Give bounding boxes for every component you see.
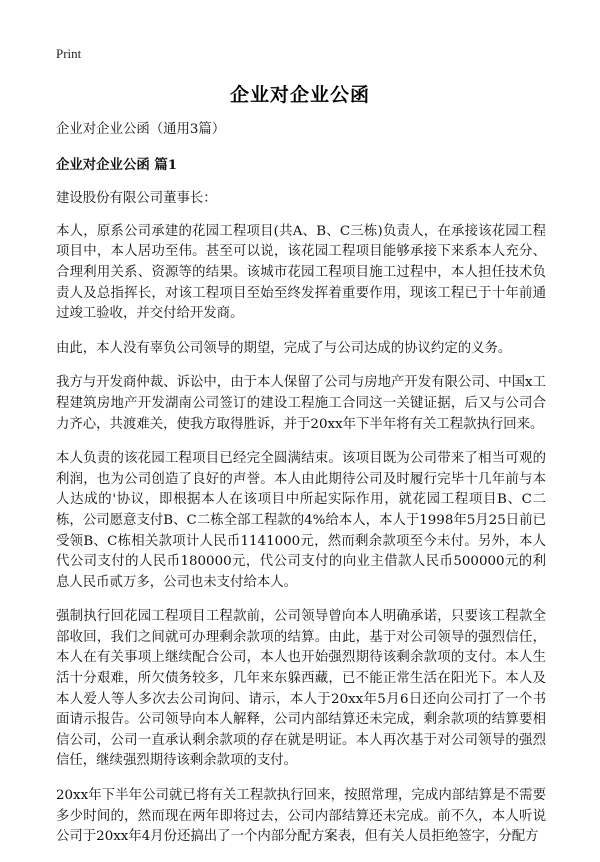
page-title: 企业对企业公函	[229, 84, 370, 106]
print-label: Print	[56, 46, 82, 61]
document-body	[56, 120, 546, 862]
paragraph: 由此，本人没有辜负公司领导的期望，完成了与公司达成的协议约定的义务。	[56, 340, 512, 356]
paragraph: 本人，原系公司承建的花园工程项目(共A、B、C三栋)负责人，在承接该花园工程项目中，本人居功至伟。甚至可以说，该花园工程项目能够承接下来系本人充分、合理利用关系、资源等的结果。该城市花园工程项目施工过程中，本人担任技术负责人及总指挥长，对该工程项目至始至终发挥着重要作用，现该工程已于十年前通过竣工验收，并交付给开发商。	[56, 223, 546, 322]
paragraph: 20xx年下半年公司就已将有关工程款执行回来，按照常理，完成内部结算是不需要多少时间的，然而现在两年即将过去，公司内部结算还未完成。前不久，本人听说公司于20xx年4月份还搞出了一个内部分配方案表，但有关人员拒绝签字，分配方	[56, 788, 546, 845]
section-heading: 企业对企业公函 篇1	[56, 156, 178, 173]
salutation: 建设股份有限公司董事长：	[56, 191, 217, 207]
paragraph: 我方与开发商仲裁、诉讼中，由于本人保留了公司与房地产开发有限公司、中国x工程建筑房地产开发湖南公司签订的建设工程施工合同这一关键证据，后又与公司合力齐心，共渡难关，使我方取得胜诉，并于20xx年下半年将有关工程款执行回来。	[56, 375, 546, 432]
document-subtitle: 企业对企业公函（通用3篇）	[56, 122, 226, 137]
paragraph: 本人负责的该花园工程项目已经完全圆满结束。该项目既为公司带来了相当可观的利润，也为公司创造了良好的声誉。本人由此期待公司及时履行完毕十几年前与本人达成的'协议，即根据本人在该项目中所起实际作用，就花园工程项目B、C二栋，公司愿意支付B、C二栋全部工程款的4%给本人，本人于1998年5月25日前已受领B、C栋相关款项计人民币1141000元，然而剩余款项至今未付。另外，本人代公司支付的人民币180000元，代公司支付的向业主借款人民币500000元的利息人民币贰万多，公司也未支付给本人。	[56, 451, 546, 590]
paragraph: 强制执行回花园工程项目工程款前，公司领导曾向本人明确承诺，只要该工程款全部收回，我们之间就可办理剩余款项的结算。由此，基于对公司领导的强烈信任，本人在有关事项上继续配合公司，本人也开始强烈期待该剩余款项的支付。本人生活十分艰难，所欠债务较多，几年来东躲西藏，已不能正常生活在阳光下。本人及本人爱人等人多次去公司询问、请示，本人于20xx年5月6日还向公司打了一个书面请示报告。公司领导向本人解释，公司内部结算还未完成，剩余款项的结算要相信公司，公司一直承认剩余款项的存在就是明证。本人再次基于对公司领导的强烈信任，继续强烈期待该剩余款项的支付。	[56, 609, 546, 769]
